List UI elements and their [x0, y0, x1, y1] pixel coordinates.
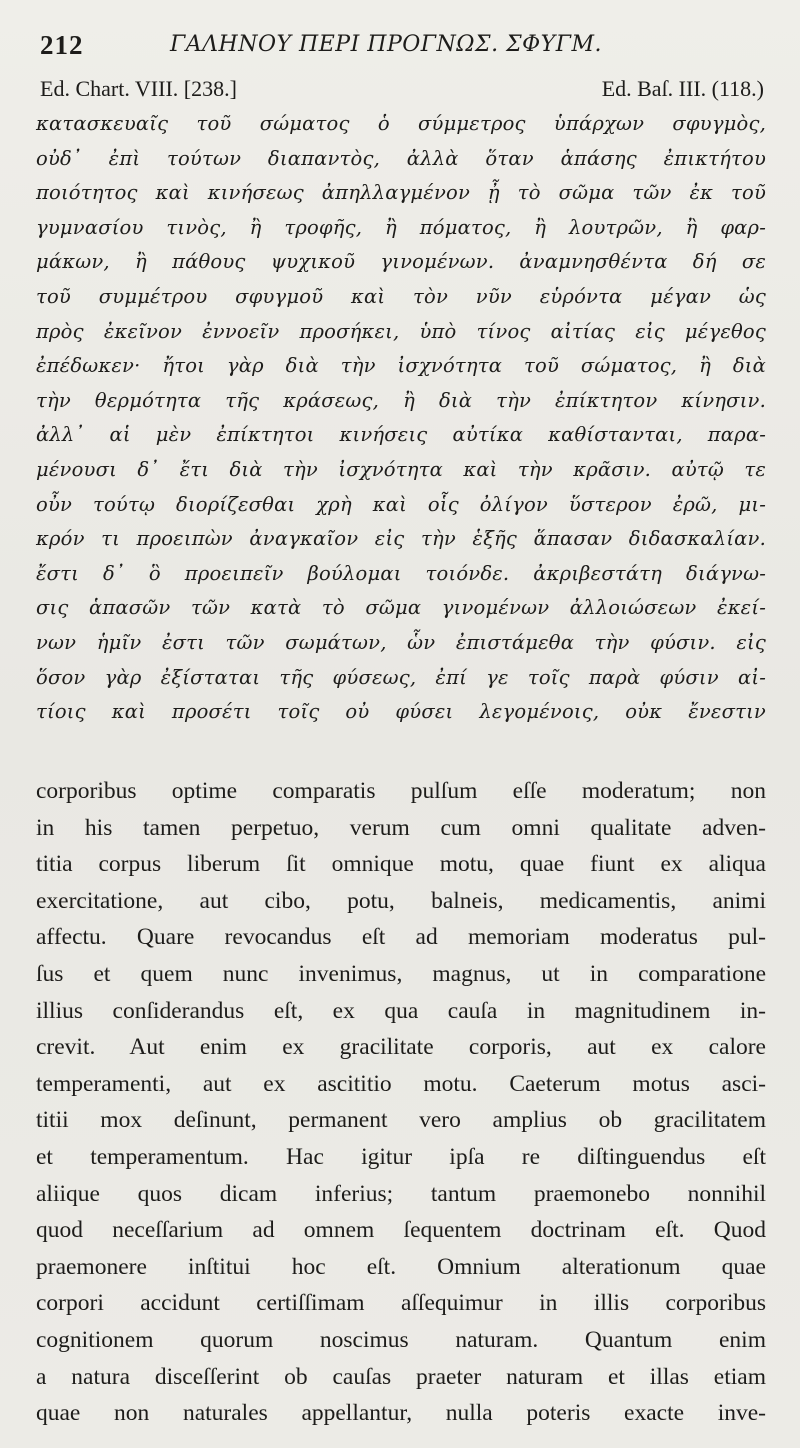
greek-line: οὐδ᾽ ἐπὶ τούτων διαπαντὸς, ἀλλὰ ὅταν ἁπάσης ἐπικτήτου	[36, 146, 766, 170]
greek-line: ἀλλ᾽ αἱ μὲν ἐπίκτητοι κινήσεις αὐτίκα καθίστανται, παρα-	[36, 423, 766, 447]
greek-line: κατασκευαῖς τοῦ σώματος ὁ σύμμετρος ὑπάρχων σφυγμὸς,	[36, 112, 766, 135]
running-title: ΓΑΛΗΝΟΥ ΠΕΡΙ ΠΡΟΓΝΩΣ. ΣΦΥΓΜ.	[170, 32, 602, 57]
latin-line: crevit. Aut enim ex gracilitate corporis, aut ex calore	[36, 1034, 766, 1061]
greek-line: μάκων, ἢ πάθους ψυχικοῦ γινομένων. ἀναμνησθέντα δή σε	[36, 250, 766, 274]
greek-line: νων ἡμῖν ἐστι τῶν σωμάτων, ὧν ἐπιστάμεθα τὴν φύσιν. εἰς	[36, 630, 766, 654]
latin-line: titii mox deſinunt, permanent vero amplius ob gracilitatem	[36, 1107, 766, 1134]
latin-line: corpori accidunt certiſſimam aſſequimur in illis corporibus	[36, 1290, 766, 1317]
latin-line: illius conſiderandus eſt, ex qua cauſa in magnitudinem in-	[36, 997, 766, 1024]
edition-chartier-reference: Ed. Chart. VIII. [238.]	[40, 76, 237, 101]
page-number: 212	[40, 30, 84, 60]
greek-text-block	[36, 107, 766, 730]
latin-line: a natura disceſſerint ob cauſas praeter naturam et illas etiam	[36, 1363, 766, 1390]
greek-line: τὴν θερμότητα τῆς κράσεως, ἢ διὰ τὴν ἐπίκτητον κίνησιν.	[36, 388, 766, 412]
latin-line: titia corpus liberum ſit omnique motu, quae fiunt ex aliqua	[36, 851, 766, 878]
latin-line: corporibus optime comparatis pulſum eſſe moderatum; non	[36, 778, 766, 804]
latin-line: aliique quos dicam inferius; tantum praemonebo nonnihil	[36, 1180, 766, 1207]
greek-line: πρὸς ἐκεῖνον ἐννοεῖν προσήκει, ὑπὸ τίνος αἰτίας εἰς μέγεθος	[36, 319, 766, 343]
greek-line: τίοις καὶ προσέτι τοῖς οὐ φύσει λεγομένοις, οὐκ ἔνεστιν	[36, 700, 766, 724]
greek-line: ἔστι δ᾽ ὃ προειπεῖν βούλομαι τοιόνδε. ἀκριβεστάτη διάγνω-	[36, 561, 766, 585]
latin-line: quod neceſſarium ad omnem ſequentem doctrinam eſt. Quod	[36, 1217, 766, 1244]
greek-line: κρόν τι προειπὼν ἀναγκαῖον εἰς τὴν ἑξῆς ἅπασαν διδασκαλίαν.	[36, 527, 766, 551]
edition-basel-reference: Ed. Baſ. III. (118.)	[601, 76, 764, 101]
greek-line: ὅσον γὰρ ἐξίσταται τῆς φύσεως, ἐπί γε τοῖς παρὰ φύσιν αἰ-	[36, 665, 766, 689]
latin-line: ſus et quem nunc invenimus, magnus, ut in comparatione	[36, 960, 766, 987]
greek-line: σις ἁπασῶν τῶν κατὰ τὸ σῶμα γινομένων ἀλλοιώσεων ἐκεί-	[36, 596, 766, 620]
running-head	[40, 30, 760, 64]
latin-line: et temperamentum. Hac igitur ipſa re diſtinguendus eſt	[36, 1143, 766, 1170]
latin-line: affectu. Quare revocandus eſt ad memoriam moderatus pul-	[36, 924, 766, 951]
greek-line: μένουσι δ᾽ ἔτι διὰ τὴν ἰσχνότητα καὶ τὴν κρᾶσιν. αὐτῷ τε	[36, 457, 766, 481]
latin-line: temperamenti, aut ex ascititio motu. Caeterum motus asci-	[36, 1070, 766, 1097]
latin-text-block	[36, 773, 766, 1432]
latin-line: in his tamen perpetuo, verum cum omni qualitate adven-	[36, 814, 766, 841]
latin-line: quae non naturales appellantur, nulla poteris exacte inve-	[36, 1400, 766, 1427]
greek-line: ποιότητος καὶ κινήσεως ἀπηλλαγμένον ᾖ τὸ σῶμα τῶν ἐκ τοῦ	[36, 181, 766, 205]
greek-line: ἐπέδωκεν· ἤτοι γὰρ διὰ τὴν ἰσχνότητα τοῦ σώματος, ἢ διὰ	[36, 354, 766, 378]
greek-line: γυμνασίου τινὸς, ἢ τροφῆς, ἢ πόματος, ἢ λουτρῶν, ἢ φαρ-	[36, 215, 766, 239]
latin-line: praemonere inſtitui hoc eſt. Omnium alterationum quae	[36, 1253, 766, 1280]
latin-line: exercitatione, aut cibo, potu, balneis, medicamentis, animi	[36, 887, 766, 914]
edition-references	[40, 76, 764, 104]
greek-line: τοῦ συμμέτρου σφυγμοῦ καὶ τὸν νῦν εὑρόντα μέγαν ὡς	[36, 284, 766, 308]
greek-line: οὖν τούτῳ διορίζεσθαι χρὴ καὶ οἷς ὀλίγον ὕστερον ἐρῶ, μι-	[36, 492, 766, 516]
latin-line: cognitionem quorum noscimus naturam. Quantum enim	[36, 1326, 766, 1353]
